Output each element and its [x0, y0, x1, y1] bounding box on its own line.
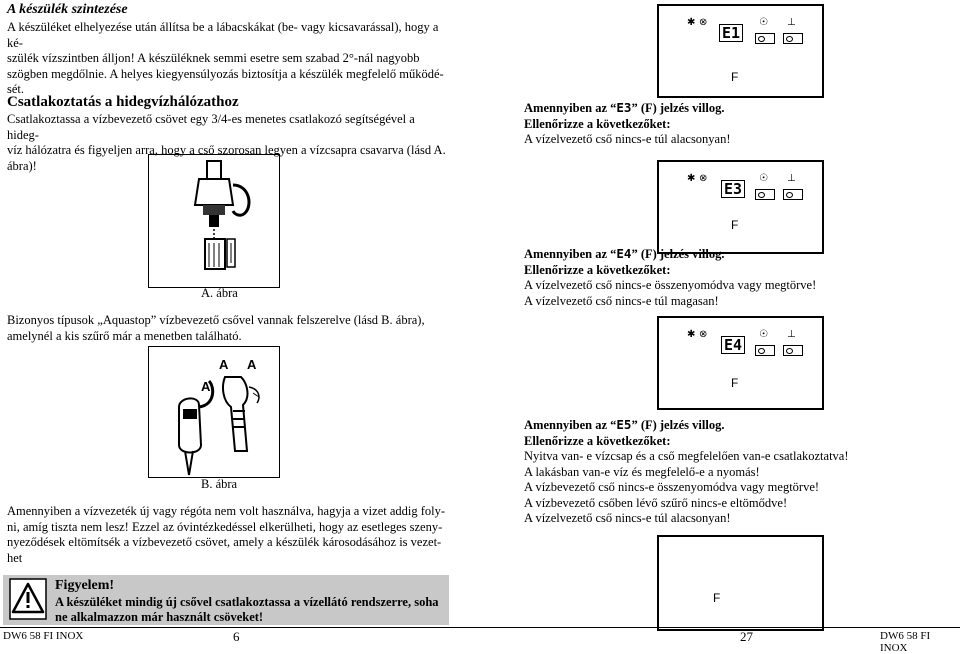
error-heading: Amennyiben az “E3” (F) jelzés villog.: [524, 100, 725, 115]
check-item: Nyitva van- e vízcsap és a cső megfelelően van-e csatlakoztatva!: [524, 449, 849, 463]
text-line: Bizonyos típusok „Aquastop” vízbevezető csővel vannak felszerelve (lásd B. ábra),: [7, 313, 425, 327]
new-pipe-text: [7, 504, 447, 566]
check-item: A vízelvezető cső nincs-e túl alacsonyan!: [524, 132, 731, 146]
error-code-display: E1: [719, 24, 743, 42]
rinse-aid-icon: ✱: [687, 329, 696, 340]
check-item: A vízbevezető csőben lévő szűrő nincs-e eltömődve!: [524, 495, 788, 510]
figure-b-frame: [148, 346, 280, 478]
figure-a-caption: A. ábra: [201, 286, 238, 300]
error-e3-block: [524, 100, 944, 148]
error-suffix: (F) jelzés villog.: [640, 101, 725, 115]
salt-icon: ⊗: [699, 17, 708, 28]
program-icon: ☉: [759, 17, 768, 28]
error-prefix: Amennyiben az: [524, 101, 607, 115]
error-suffix: (F) jelzés villog.: [640, 418, 725, 432]
text-line: ni, amíg tiszta nem lesz! Ezzel az óvintézkedéssel elkerülheti, hogy az esetleges szeny-: [7, 519, 443, 534]
text-line: szülék vízszintben álljon! A készüléknek semmi esetre sem szabad 2°-nál nagyobb: [7, 51, 420, 65]
text-line: víz hálózatra és figyeljen arra, hogy a cső szorosan legyen a vízcsapra csavarva (lásd A.: [7, 143, 446, 157]
error-suffix: (F) jelzés villog.: [640, 247, 725, 261]
control-panel-display: [657, 535, 824, 631]
program-icon: ☉: [759, 173, 768, 184]
start-icon: ⊥: [787, 17, 796, 28]
control-panel-display: [657, 4, 824, 98]
error-code-display: E3: [721, 180, 745, 198]
program-button: [755, 345, 775, 356]
warning-text: [55, 595, 439, 625]
warning-icon: [9, 578, 47, 620]
panel-label-f: F: [731, 218, 739, 232]
error-heading: Amennyiben az “E5” (F) jelzés villog.: [524, 417, 725, 432]
figure-b-mark: A: [219, 357, 229, 372]
footer-page-left: 6: [233, 629, 240, 644]
panel-label-f: F: [731, 376, 739, 390]
rinse-aid-icon: ✱: [687, 17, 696, 28]
footer-model-right: DW6 58 FI INOX: [880, 630, 931, 654]
error-code: E4: [616, 246, 632, 261]
error-heading: Amennyiben az “E4” (F) jelzés villog.: [524, 246, 725, 261]
check-item: A vízelvezető cső nincs-e összenyomódva vagy megtörve!: [524, 278, 817, 292]
footer-model-left: DW6 58 FI INOX: [3, 630, 84, 642]
warning-title: Figyelem!: [55, 578, 115, 593]
error-code: E3: [616, 100, 632, 115]
start-icon: ⊥: [787, 173, 796, 184]
panel-label-f: F: [713, 591, 721, 605]
error-prefix: Amennyiben az: [524, 247, 607, 261]
text-line: het: [7, 550, 23, 565]
program-button: [755, 33, 775, 44]
check-heading: Ellenőrizze a következőket:: [524, 262, 671, 277]
control-panel-display: [657, 160, 824, 254]
aquastop-illustration: [149, 347, 279, 477]
leveling-title: A készülék szintezése: [7, 2, 128, 17]
text-line: A készüléket elhelyezése után állítsa be a lábacskákat (be- vagy kicsavarással), hogy a ké-: [7, 20, 439, 50]
error-e5-block: [524, 417, 944, 527]
text-line: Amennyiben a vízvezeték új vagy régóta nem volt használva, hagyja a vizet addig foly-: [7, 504, 446, 518]
check-item: A lakásban van-e víz és megfelelő-e a nyomás!: [524, 464, 760, 479]
leveling-text: [7, 20, 447, 98]
rinse-aid-icon: ✱: [687, 173, 696, 184]
check-heading: Ellenőrizze a következőket:: [524, 116, 671, 131]
footer-page-right: 27: [740, 629, 753, 644]
program-icon: ☉: [759, 329, 768, 340]
start-icon: ⊥: [787, 329, 796, 340]
error-e4-block: [524, 246, 944, 309]
text-line: nyeződések eltömítsék a vízbevezető csövet, amely a készülék károsodásához is vezet-: [7, 535, 442, 549]
check-item: A vízbevezető cső nincs-e összenyomódva vagy megtörve!: [524, 480, 820, 494]
figure-a-frame: [148, 154, 280, 288]
figure-b-mark: A: [247, 357, 257, 372]
salt-icon: ⊗: [699, 173, 708, 184]
text-line: ábra)!: [7, 158, 37, 173]
check-item: A vízelvezető cső nincs-e túl alacsonyan!: [524, 511, 731, 525]
check-heading: Ellenőrizze a következőket:: [524, 433, 671, 448]
text-line: A készüléket mindig új csővel csatlakoztassa a vízellátó rendszerre, soha: [55, 595, 439, 609]
check-item: A vízelvezető cső nincs-e túl magasan!: [524, 293, 719, 308]
aquastop-text: [7, 313, 447, 344]
warning-box: [3, 575, 449, 625]
error-code: E5: [616, 417, 632, 432]
figure-b-mark: A: [201, 379, 211, 394]
text-line: Csatlakoztassa a vízbevezető csövet egy 3/4-es menetes csatlakozó segítségével a hideg-: [7, 112, 415, 142]
error-code-display: E4: [721, 336, 745, 354]
control-panel-display: [657, 316, 824, 410]
text-line: szögben megdőlnie. A helyes kiegyensúlyozás biztosítja a készülék megfelelő működé-: [7, 66, 444, 81]
footer-rule: [0, 627, 960, 628]
figure-b-caption: B. ábra: [201, 477, 238, 491]
panel-label-f: F: [731, 70, 739, 84]
text-line: ne alkalmazzon már használt csöveket!: [55, 610, 264, 624]
error-prefix: Amennyiben az: [524, 418, 607, 432]
text-line: sét.: [7, 82, 25, 96]
salt-icon: ⊗: [699, 329, 708, 340]
cold-water-connection-title: Csatlakoztatás a hidegvízhálózathoz: [7, 94, 239, 110]
tap-connection-illustration: [149, 155, 279, 287]
text-line: amelynél a kis szűrő már a menetben található.: [7, 328, 242, 343]
start-button: [783, 33, 803, 44]
program-button: [755, 189, 775, 200]
start-button: [783, 189, 803, 200]
start-button: [783, 345, 803, 356]
